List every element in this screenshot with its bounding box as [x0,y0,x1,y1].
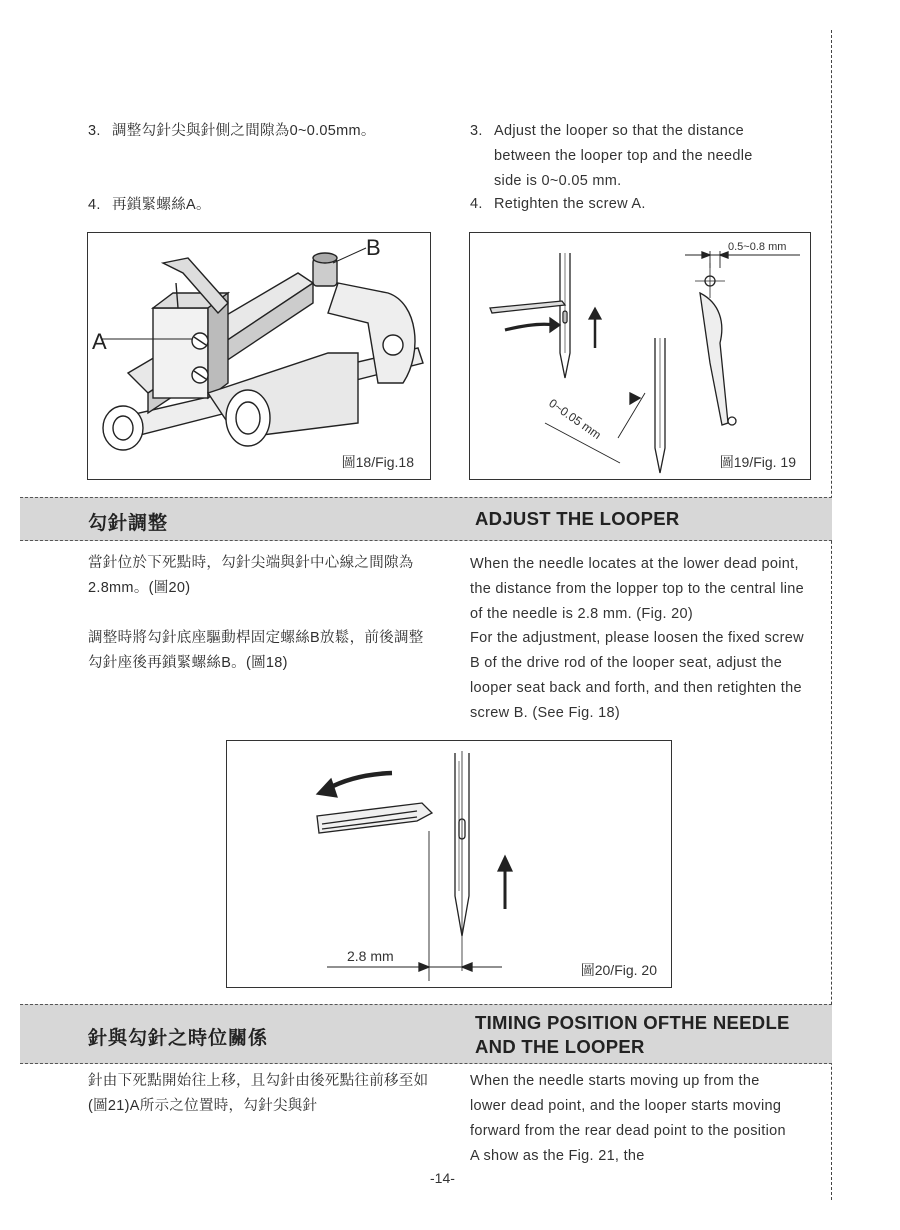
section2-en-paragraph: When the needle starts moving up from the lower dead point, and the looper starts moving forward from the rear dead point to the position A show as the Fig. 21, the [470,1073,786,1164]
fig19-drawing [470,233,810,479]
fig20-distance-label: 2.8 mm [347,948,394,964]
fig19-caption: 圖19/Fig. 19 [719,454,796,470]
en-step-3: 3. Adjust the looper so that the distance between the looper top and the needle side is 0~0.05 mm. [470,123,753,189]
section2-title-en-line2: AND THE LOOPER [475,1036,645,1057]
fig19-clearance-label: 0~0.05 mm [546,395,604,443]
fig20-drawing [227,741,671,987]
fig18-label-b: B [366,235,381,260]
section2-title-en-line1: TIMING POSITION OFTHE NEEDLE [475,1012,790,1033]
zh-step-4: 4. 再鎖緊螺絲A。 [88,197,211,213]
section-header-looper-adjust [20,497,832,541]
section1-zh-paragraph-2: 調整時將勾針底座驅動桿固定螺絲B放鬆，前後調整勾針座後再鎖緊螺絲B。(圖18) [88,630,424,671]
fig19-gap-label: 0.5~0.8 mm [728,241,787,253]
section1-en-paragraph-1: When the needle locates at the lower dead point, the distance from the lopper top to the central line of the needle is 2.8 mm. (Fig. 20) [470,556,804,622]
figure-20 [226,740,672,988]
figure-18 [87,232,431,480]
section1-title-zh: 勾針調整 [88,513,169,534]
section-header-timing [20,1004,832,1064]
section2-title-en [475,1011,835,1059]
section1-zh-paragraph-1: 當針位於下死點時，勾針尖端與針中心線之間隙為2.8mm。(圖20) [88,555,414,596]
zh-step-3: 3. 調整勾針尖與針側之間隙為0~0.05mm。 [88,123,376,139]
section1-en-paragraph-2: For the adjustment, please loosen the fixed screw B of the drive rod of the looper seat, adjust the looper seat back and forth, and then retighten the screw B. (See Fig. 18) [470,630,804,721]
section1-title-en: ADJUST THE LOOPER [475,508,680,529]
section2-zh-paragraph: 針由下死點開始往上移，且勾針由後死點往前移至如(圖21)A所示之位置時，勾針尖與針 [88,1073,429,1114]
en-step-4: 4. Retighten the screw A. [470,196,646,212]
page-number: -14- [430,1170,455,1186]
fig18-drawing [88,233,430,479]
figure-19 [469,232,811,480]
fig20-caption: 圖20/Fig. 20 [580,962,657,978]
section2-title-zh: 針與勾針之時位關係 [88,1028,269,1049]
fig18-caption: 圖18/Fig.18 [341,454,414,470]
fig18-label-a: A [92,329,107,354]
